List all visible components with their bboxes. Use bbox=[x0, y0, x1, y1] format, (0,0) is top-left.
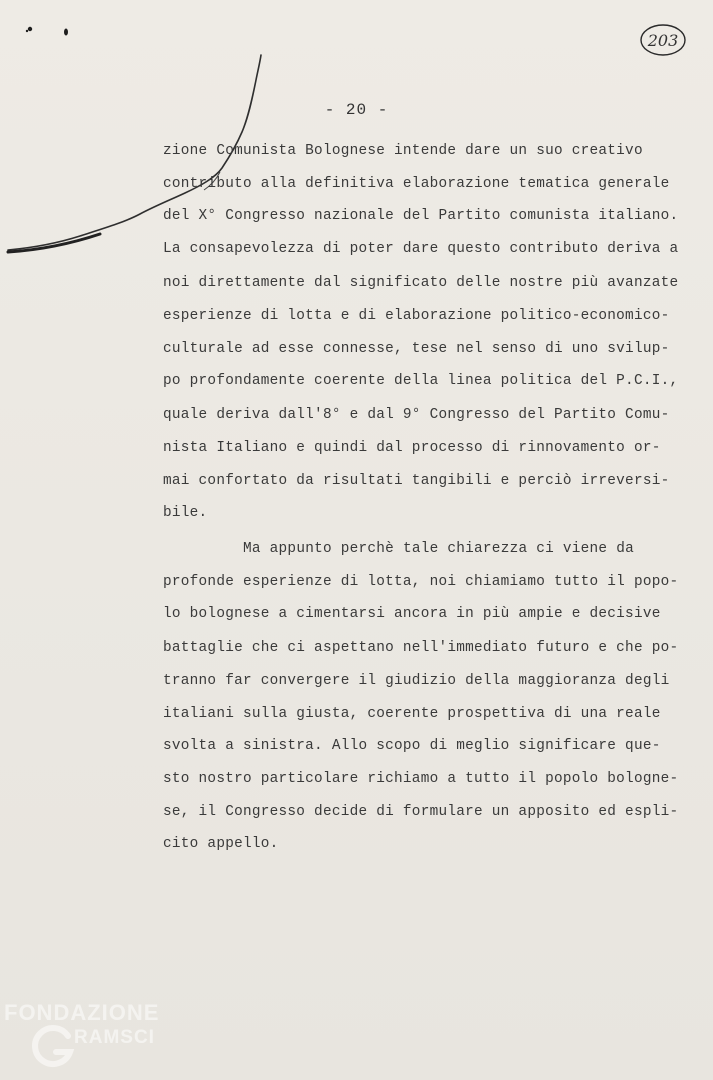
text-line: nista Italiano e quindi dal processo di rinnovamento or- bbox=[163, 440, 661, 456]
text-line: cito appello. bbox=[163, 836, 279, 852]
text-line: noi direttamente dal significato delle nostre più avanzate bbox=[163, 275, 679, 291]
text-line: svolta a sinistra. Allo scopo di meglio significare que- bbox=[163, 738, 661, 754]
text-line: battaglie che ci aspettano nell'immediato futuro e che po- bbox=[163, 640, 679, 656]
text-line: del X° Congresso nazionale del Partito comunista italiano. bbox=[163, 208, 679, 224]
text-line: contributo alla definitiva elaborazione tematica generale bbox=[163, 176, 670, 192]
ink-spots bbox=[24, 22, 84, 46]
text-line: tranno far convergere il giudizio della maggioranza degli bbox=[163, 673, 670, 689]
text-line: profonde esperienze di lotta, noi chiamiamo tutto il popo- bbox=[163, 574, 679, 590]
gramsci-g-logo bbox=[28, 1022, 76, 1070]
watermark-line1: FONDAZIONE bbox=[4, 1000, 160, 1025]
text-line: po profondamente coerente della linea politica del P.C.I., bbox=[163, 373, 679, 389]
fondazione-gramsci-watermark bbox=[4, 1000, 204, 1075]
text-line: quale deriva dall'8° e dal 9° Congresso del Partito Comu- bbox=[163, 407, 670, 423]
text-line: culturale ad esse connesse, tese nel senso di uno svilup- bbox=[163, 341, 670, 357]
text-line: se, il Congresso decide di formulare un apposito ed espli- bbox=[163, 804, 679, 820]
folio-number: 203 bbox=[647, 30, 679, 50]
folio-stamp bbox=[638, 22, 688, 58]
text-line: lo bolognese a cimentarsi ancora in più ampie e decisive bbox=[163, 606, 661, 622]
text-line: La consapevolezza di poter dare questo contributo deriva a bbox=[163, 241, 679, 257]
text-line: Ma appunto perchè tale chiarezza ci viene da bbox=[243, 541, 634, 557]
text-line: italiani sulla giusta, coerente prospettiva di una reale bbox=[163, 706, 661, 722]
text-line: zione Comunista Bolognese intende dare un suo creativo bbox=[163, 143, 643, 159]
page-number: - 20 - bbox=[324, 101, 389, 119]
text-line: esperienze di lotta e di elaborazione politico-economico- bbox=[163, 308, 670, 324]
text-line: bile. bbox=[163, 505, 208, 521]
text-line: mai confortato da risultati tangibili e perciò irreversi- bbox=[163, 473, 670, 489]
watermark-line2: RAMSCI bbox=[74, 1027, 155, 1048]
text-line: sto nostro particolare richiamo a tutto il popolo bologne- bbox=[163, 771, 679, 787]
